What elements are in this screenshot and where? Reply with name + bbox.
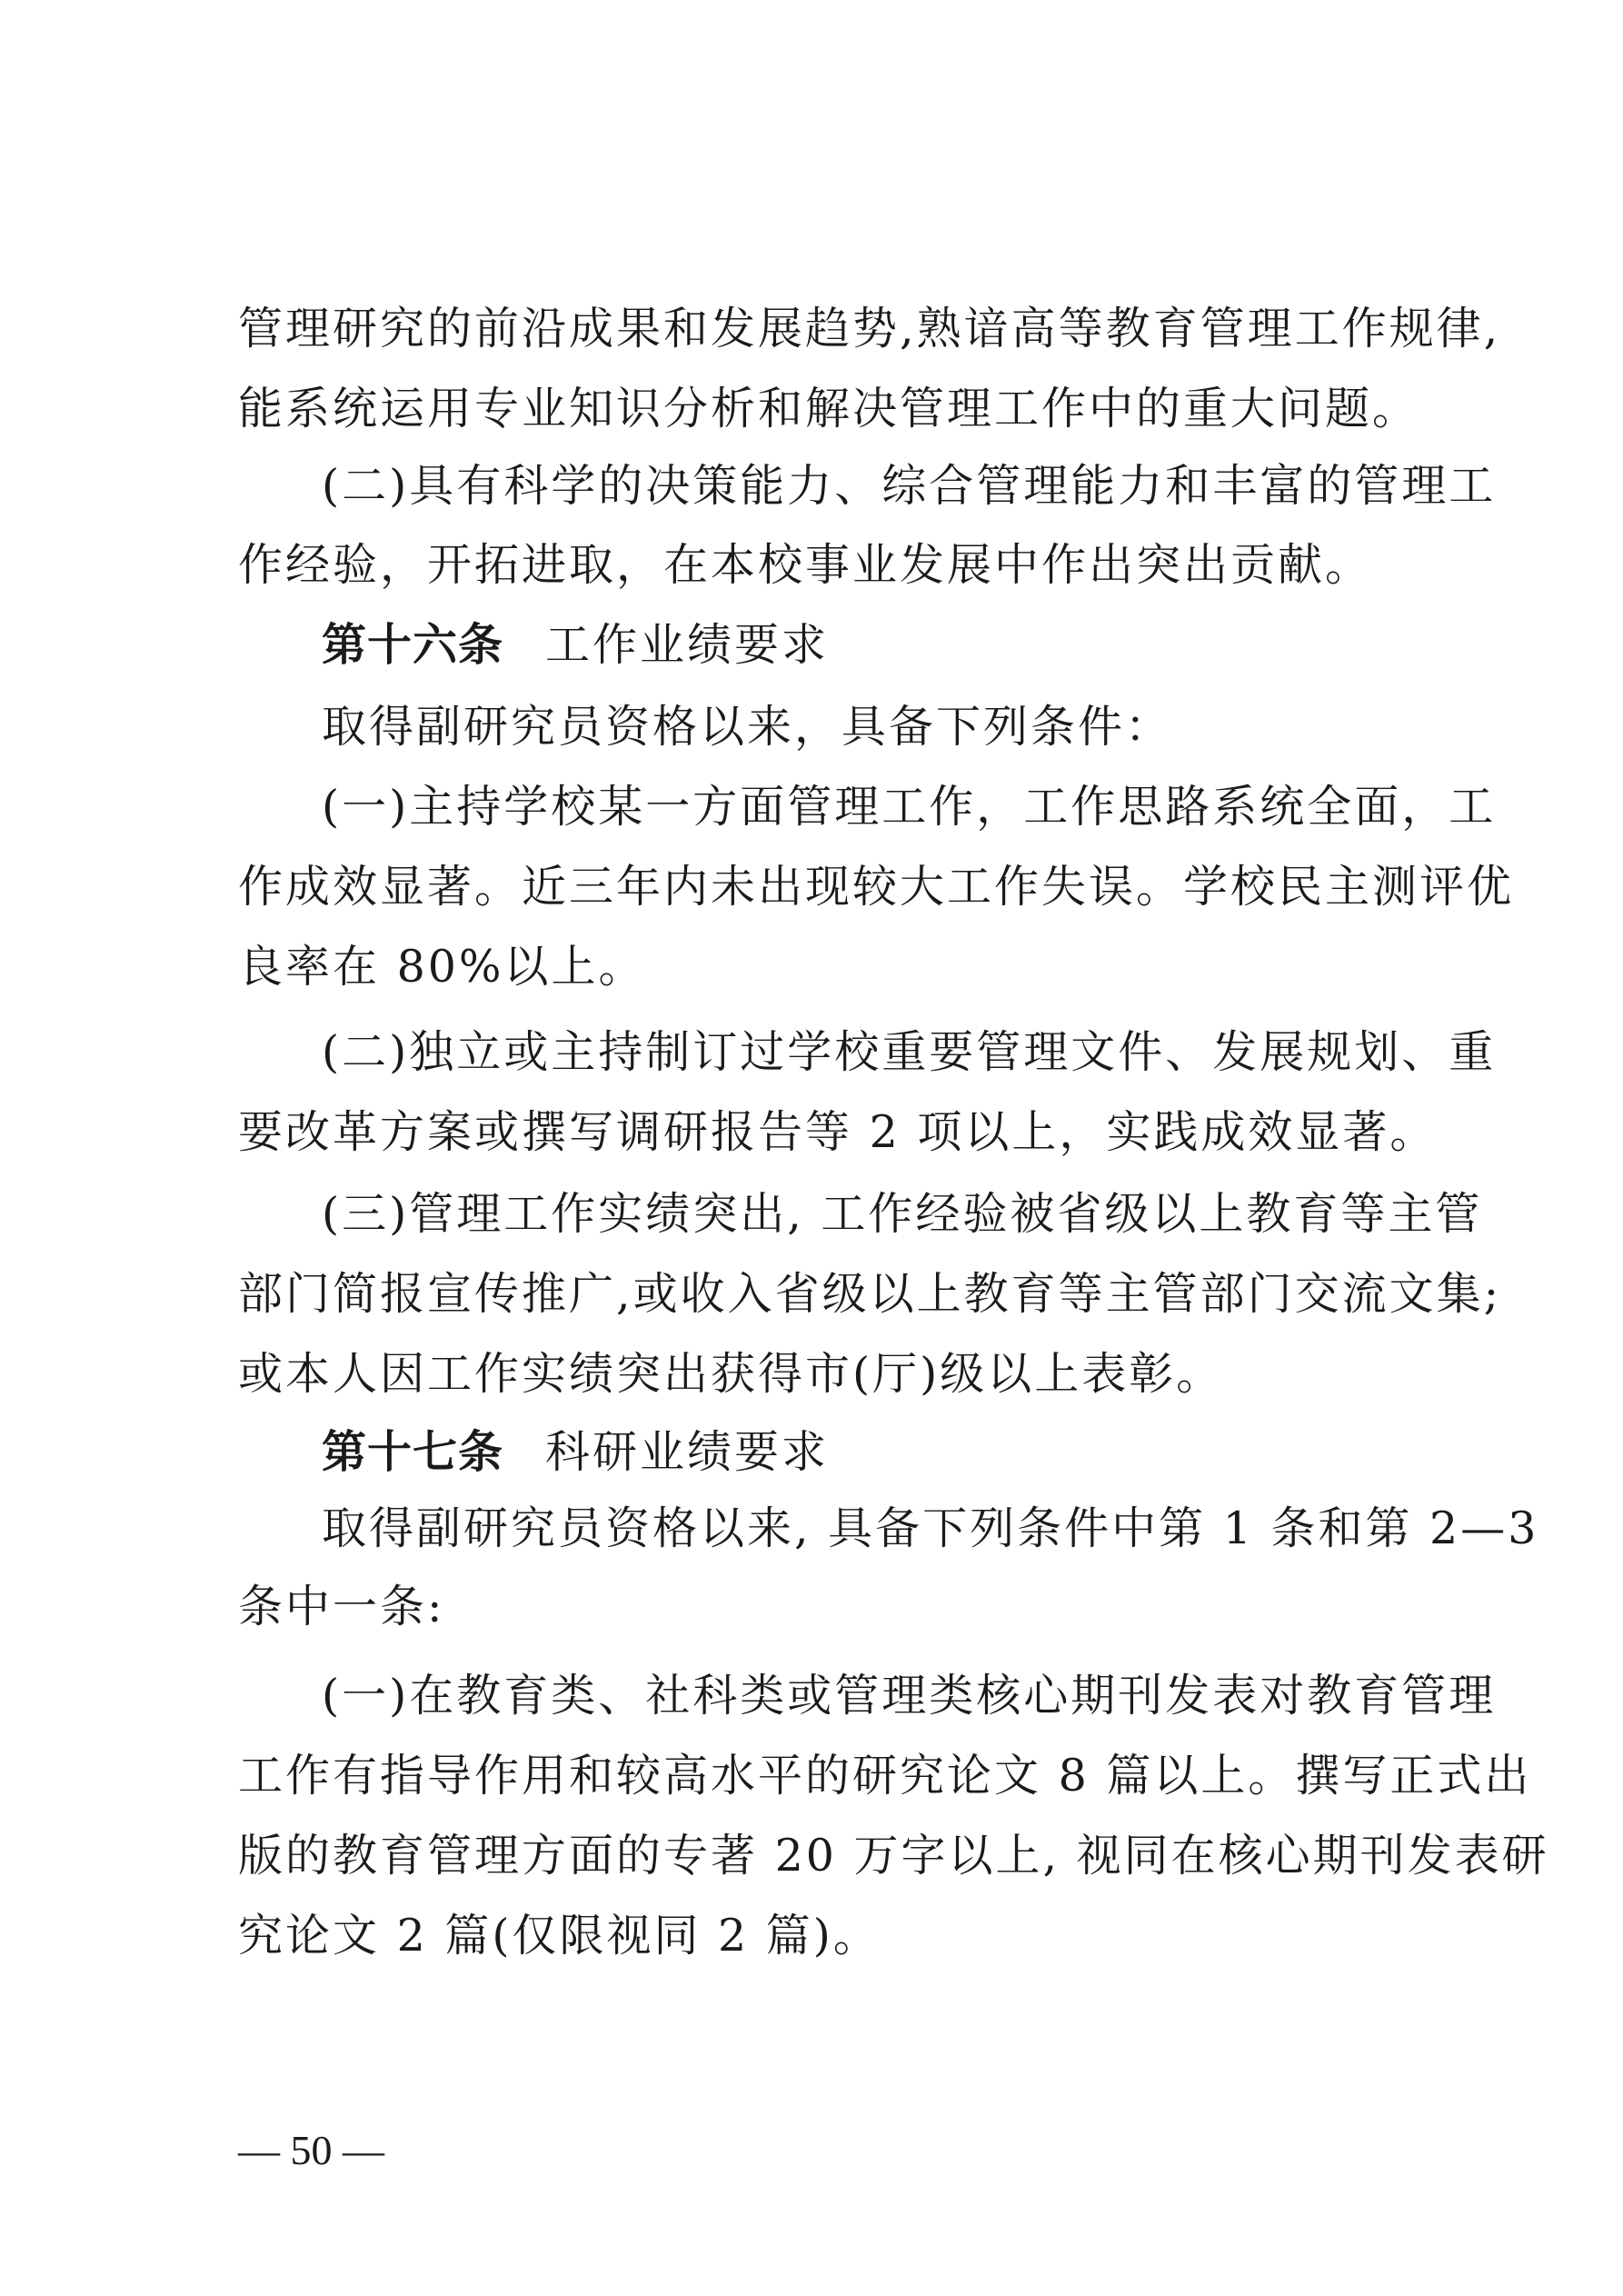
body-text-line: 条中一条: xyxy=(238,1581,445,1632)
article-number: 第十六条 xyxy=(322,619,504,671)
body-text-line: (一)在教育类、社科类或管理类核心期刊发表对教育管理 xyxy=(322,1670,1497,1722)
body-text-line: 能系统运用专业知识分析和解决管理工作中的重大问题。 xyxy=(238,383,1420,434)
article-heading xyxy=(322,1425,1401,1480)
body-text-line: 管理研究的前沿成果和发展趋势,熟谙高等教育管理工作规律, xyxy=(238,303,1501,354)
page-number: — 50 — xyxy=(238,2127,384,2173)
body-text-line: 取得副研究员资格以来, 具备下列条件中第 1 条和第 2—3 xyxy=(322,1502,1539,1554)
body-text-line: 或本人因工作实绩突出获得市(厅)级以上表彰。 xyxy=(238,1348,1224,1400)
body-text-line: (一)主持学校某一方面管理工作，工作思路系统全面，工 xyxy=(322,781,1497,833)
body-text-line: 作成效显著。近三年内未出现较大工作失误。学校民主测评优 xyxy=(238,861,1515,913)
body-text-line: 究论文 2 篇(仅限视同 2 篇)。 xyxy=(238,1910,881,1962)
body-text-line: (二)具有科学的决策能力、综合管理能力和丰富的管理工 xyxy=(322,460,1497,512)
article-number: 第十七条 xyxy=(322,1426,504,1478)
body-text-line: (二)独立或主持制订过学校重要管理文件、发展规划、重 xyxy=(322,1026,1497,1078)
body-text-line: 要改革方案或撰写调研报告等 2 项以上，实践成效显著。 xyxy=(238,1106,1438,1158)
body-text-line: 部门简报宣传推广,或收入省级以上教育等主管部门交流文集; xyxy=(238,1268,1502,1320)
article-title: 工作业绩要求 xyxy=(545,619,830,671)
body-text-line: 作经验，开拓进取，在本校事业发展中作出突出贡献。 xyxy=(238,539,1373,591)
article-title: 科研业绩要求 xyxy=(545,1426,830,1478)
body-text-line: 良率在 80%以上。 xyxy=(238,941,646,993)
body-text-line: 版的教育管理方面的专著 20 万字以上, 视同在核心期刊发表研 xyxy=(238,1830,1549,1882)
body-text-line: 取得副研究员资格以来，具备下列条件： xyxy=(322,701,1173,753)
body-text-line: 工作有指导作用和较高水平的研究论文 8 篇以上。撰写正式出 xyxy=(238,1750,1532,1802)
body-text-line: (三)管理工作实绩突出, 工作经验被省级以上教育等主管 xyxy=(322,1188,1483,1240)
article-heading xyxy=(322,618,1401,673)
